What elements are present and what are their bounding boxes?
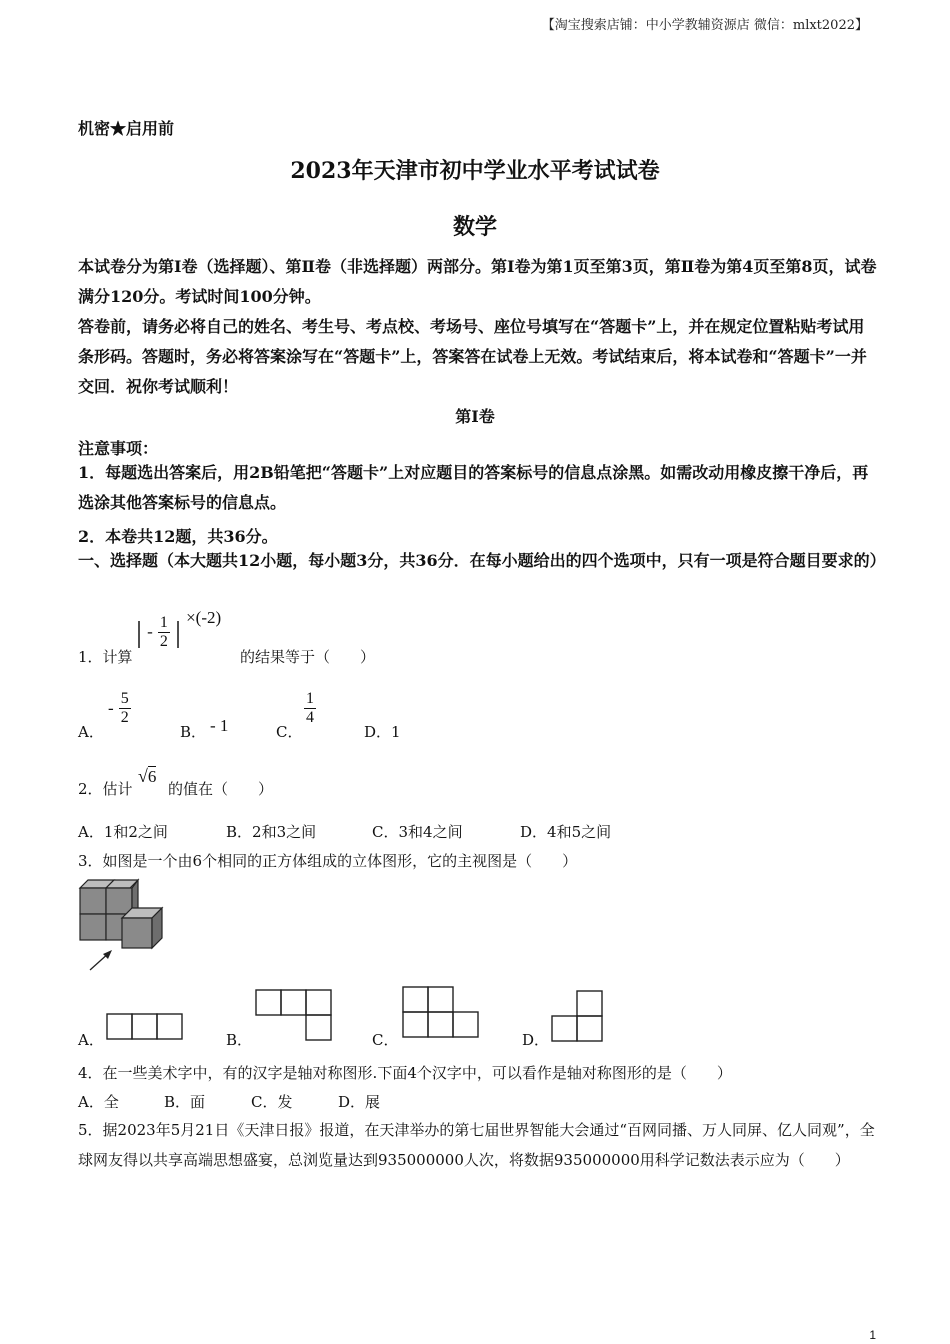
q2-option-d: D．4和5之间	[520, 823, 612, 841]
q4-text: 4．在一些美术字中，有的汉字是轴对称图形.下面4个汉字中，可以看作是轴对称图形的是（ ）	[78, 1064, 732, 1082]
q4-option-d: D．展	[338, 1093, 381, 1111]
q2-option-c: C．3和4之间	[372, 823, 463, 841]
q4-option-a: A．全	[78, 1093, 119, 1111]
q1-prefix: 1．计算	[78, 648, 133, 666]
q3-option-a-figure	[106, 1013, 184, 1041]
q3-option-b-figure	[255, 989, 335, 1041]
q1-option-b-value: - 1	[210, 716, 229, 735]
confidential-label: 机密★启用前	[78, 119, 175, 138]
q2-radical: √6	[138, 766, 157, 786]
section-heading: 一、选择题（本大题共12小题，每小题3分，共36分．在每小题给出的四个选项中，只有一项是符合题目要求的）	[78, 551, 886, 570]
intro-paragraph-1: 本试卷分为第Ⅰ卷（选择题）、第Ⅱ卷（非选择题）两部分。第Ⅰ卷为第1页至第3页，第Ⅱ卷为第4页至第8页，试卷满分120分。考试时间100分钟。	[78, 257, 877, 306]
q4-option-b: B．面	[164, 1093, 206, 1111]
exam-title: 2023年天津市初中学业水平考试试卷	[290, 158, 660, 184]
q1-option-c-value: $\frac{1}{4}$	[306, 690, 314, 726]
header-note: 【淘宝搜索店铺：中小学教辅资源店 微信：mlxt2022】	[541, 18, 868, 33]
q3-solid-figure	[76, 878, 176, 974]
page-number: 1	[869, 1328, 876, 1342]
q4-option-c: C．发	[251, 1093, 293, 1111]
q2-prefix: 2．估计	[78, 780, 133, 798]
q1-expr-fraction: $\frac{1}{2}$	[159, 614, 168, 650]
q1-expression	[136, 608, 221, 651]
q1-expr-minus: -	[147, 622, 153, 641]
q3-text: 3．如图是一个由6个相同的正方体组成的立体图形，它的主视图是（ ）	[78, 852, 578, 870]
q3-option-c-figure	[402, 986, 482, 1040]
q1-option-d: D．1	[364, 723, 401, 741]
q3-option-a-label: A．	[78, 1031, 104, 1049]
q3-option-d-label: D．	[522, 1031, 550, 1049]
q2-option-b: B．2和3之间	[226, 823, 317, 841]
q5-text: 5．据2023年5月21日《天津日报》报道，在天津举办的第七届世界智能大会通过“百网同播、万人同屏、亿人同观”，全球网友得以共享高端思想盛宴，总浏览量达到935000000人次，将数据935000000用科学记数法表示应为（ ）	[78, 1121, 875, 1169]
q1-expr-times: ×(-2)	[186, 608, 222, 627]
note-2: 2．本卷共12题，共36分。	[78, 527, 278, 546]
volume-label: 第Ⅰ卷	[455, 407, 495, 426]
sqrt-symbol: √	[138, 766, 148, 786]
note-1: 1．每题选出答案后，用2B铅笔把“答题卡”上对应题目的答案标号的信息点涂黑。如需改动用橡皮擦干净后，再选涂其他答案标号的信息点。	[78, 463, 869, 512]
q3-option-c-label: C．	[372, 1031, 399, 1049]
q3-option-b-label: B．	[226, 1031, 253, 1049]
q2-suffix: 的值在（ ）	[168, 780, 274, 798]
q1-option-a-label: A．	[78, 723, 104, 741]
q1-suffix: 的结果等于（ ）	[240, 648, 376, 666]
q1-option-c-label: C．	[276, 723, 303, 741]
q1-option-b-label: B．	[180, 723, 207, 741]
q2-option-a: A．1和2之间	[78, 823, 168, 841]
right-abs-bar: |	[174, 615, 181, 649]
left-abs-bar: |	[136, 615, 143, 649]
q3-option-d-figure	[551, 990, 605, 1044]
intro-paragraph-2: 答卷前，请务必将自己的姓名、考生号、考点校、考场号、座位号填写在“答题卡”上，并在规定位置粘贴考试用条形码。答题时，务必将答案涂写在“答题卡”上，答案答在试卷上无效。考试结束后，将本试卷和“答题卡”一并交回．祝你考试顺利！	[78, 317, 867, 396]
q1-option-a-value: - $\frac{5}{2}$	[108, 690, 129, 726]
subject-title: 数学	[452, 214, 497, 240]
notes-heading: 注意事项：	[78, 439, 159, 458]
